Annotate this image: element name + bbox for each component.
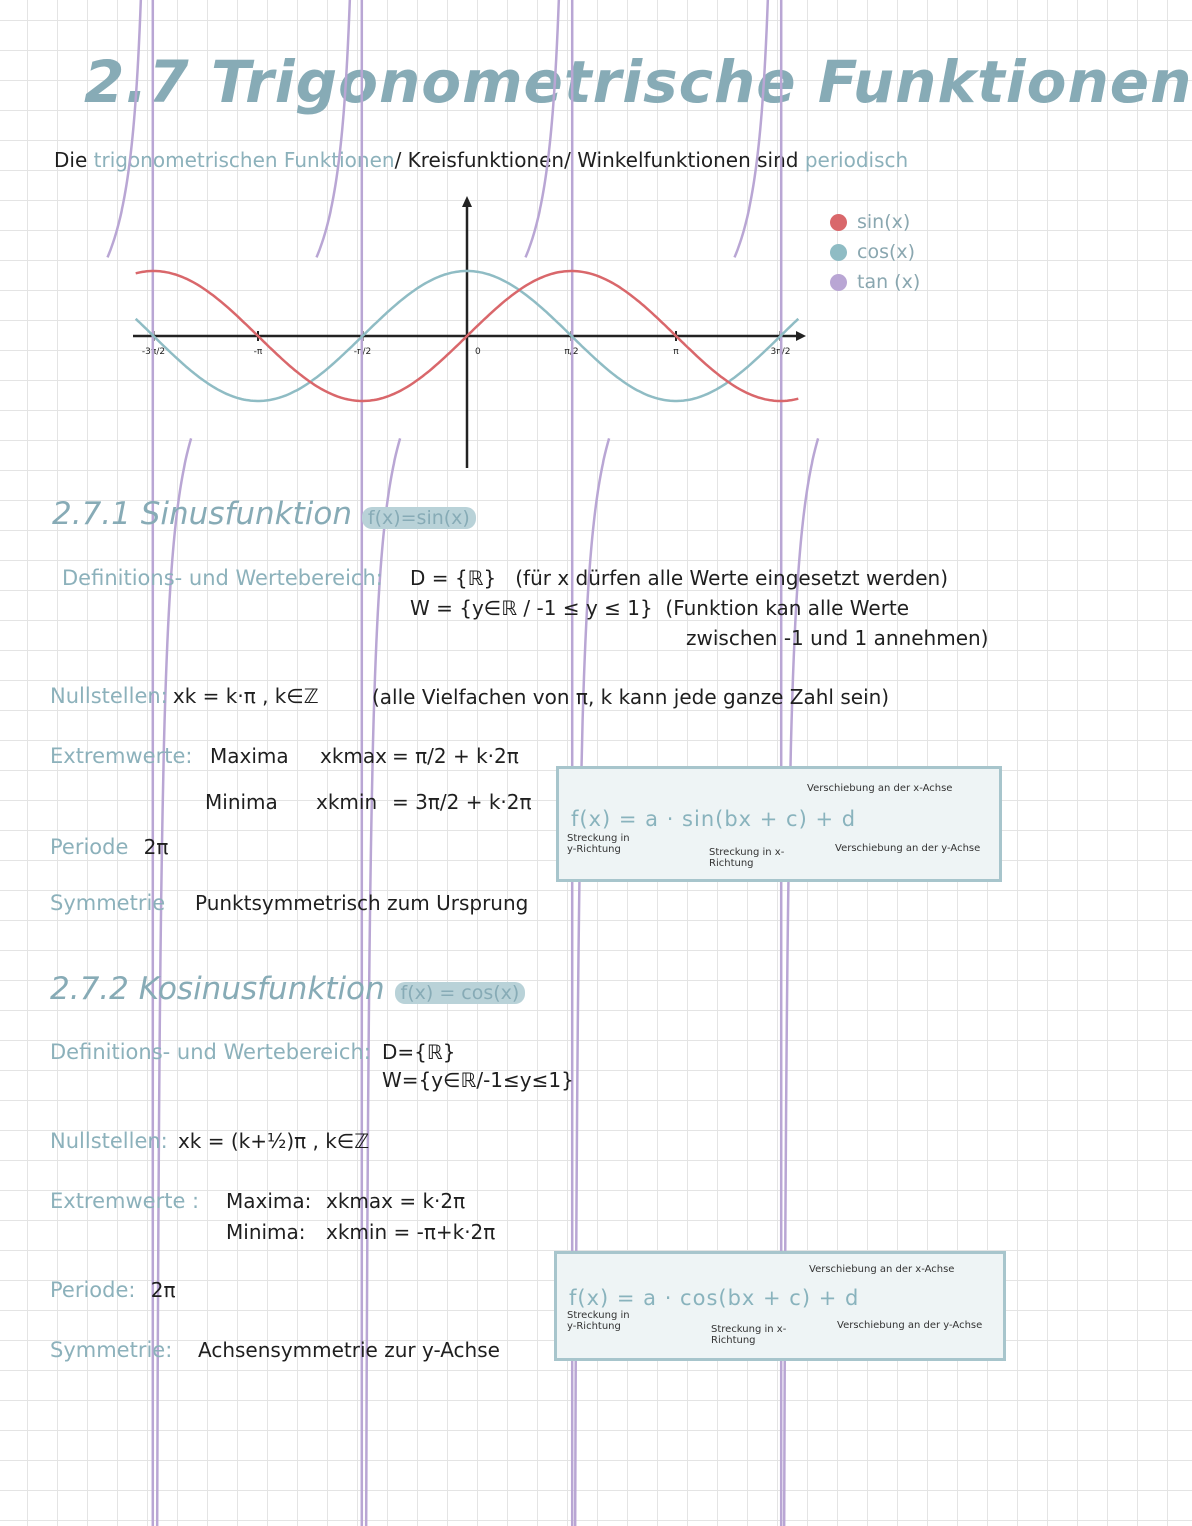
sin-general-form-box [556, 766, 1002, 882]
sin-range [410, 596, 909, 620]
sin-zeros-value: xk = k·π , k∈ℤ [172, 684, 319, 708]
cos-heading-text: 2.7.2 Kosinusfunktion [50, 971, 385, 1007]
intro-part-1: Die [54, 148, 94, 172]
sin-maxima-value: = π/2 + k·2π [392, 744, 519, 768]
legend-tan [830, 267, 920, 297]
cos-symmetry-label: Symmetrie: [50, 1338, 173, 1362]
sin-heading-text: 2.7.1 Sinusfunktion [52, 496, 353, 532]
sin-color-dot [830, 214, 847, 231]
sin-note-d: Verschiebung an der y-Achse [835, 843, 981, 854]
tick-3pi-2-label: 3π/2 [770, 347, 791, 357]
cos-minima-label: Minima: [226, 1220, 306, 1244]
sin-domain-note: (für x dürfen alle Werte eingesetzt werden) [515, 566, 948, 590]
cos-symmetry-value: Achsensymmetrie zur y-Achse [198, 1338, 500, 1362]
sin-note-b: Streckung in x-Richtung [709, 847, 785, 869]
sin-symmetry-label: Symmetrie [50, 891, 166, 915]
sin-maxima-label: Maxima [210, 744, 289, 768]
tick-neg-pi-label: -π [253, 347, 263, 357]
cos-zeros-label: Nullstellen: [50, 1129, 168, 1153]
cos-general-form-box [554, 1251, 1006, 1361]
sin-extrema-label: Extremwerte: [50, 744, 193, 768]
sin-zeros [50, 684, 319, 708]
sin-symmetry-value: Punktsymmetrisch zum Ursprung [195, 891, 529, 915]
legend-cos-label: cos(x) [857, 241, 916, 263]
cos-zeros [50, 1129, 369, 1153]
sin-domain-value: D = {ℝ} [410, 566, 497, 590]
cos-general-formula: f(x) = a · cos(bx + c) + d [569, 1286, 860, 1310]
sin-zeros-note: (alle Vielfachen von π, k kann jede ganze Zahl sein) [372, 685, 890, 709]
sin-period-value: 2π [143, 835, 169, 859]
graph-legend [830, 207, 920, 297]
cos-def-label: Definitions- und Wertebereich: [50, 1040, 371, 1064]
intro-term-trigonometric: trigonometrischen Funktionen [93, 148, 395, 172]
intro-part-3: / Kreisfunktionen/ Winkelfunktionen sind [394, 148, 805, 172]
cos-range: W={y∈ℝ/-1≤y≤1} [382, 1068, 574, 1092]
sin-zeros-label: Nullstellen: [50, 684, 168, 708]
sin-period [50, 835, 168, 859]
tick-pi-label: π [673, 347, 679, 357]
tan-color-dot [830, 274, 847, 291]
cos-maxima-label: Maxima: [226, 1189, 312, 1213]
sin-formula-highlight: f(x)=sin(x) [362, 507, 476, 529]
cos-maxima-value: xkmax = k·2π [326, 1189, 466, 1213]
sin-note-c: Verschiebung an der x-Achse [807, 783, 953, 794]
sin-note-a: Streckung in y-Richtung [567, 833, 630, 855]
legend-sin-label: sin(x) [857, 211, 911, 233]
sin-minima-var: xkmin [316, 790, 378, 814]
x-axis-arrow [796, 331, 806, 341]
y-axis-arrow [462, 196, 472, 207]
legend-tan-label: tan (x) [857, 271, 921, 293]
page-title: 2.7 Trigonometrische Funktionen [84, 48, 1192, 116]
legend-cos [830, 237, 920, 267]
cos-formula-highlight: f(x) = cos(x) [395, 982, 526, 1004]
cos-heading [50, 971, 525, 1007]
tick-zero-label: 0 [475, 347, 481, 357]
cos-note-c: Verschiebung an der x-Achse [809, 1264, 955, 1275]
sin-minima-value: = 3π/2 + k·2π [392, 790, 532, 814]
sin-domain [410, 566, 948, 590]
sin-range-note-2: zwischen -1 und 1 annehmen) [686, 626, 989, 650]
sin-range-note-1: (Funktion kan alle Werte [665, 596, 910, 620]
cos-note-b: Streckung in x-Richtung [711, 1324, 787, 1346]
cos-domain: D={ℝ} [382, 1040, 456, 1064]
cos-note-a: Streckung in y-Richtung [567, 1310, 630, 1332]
cos-period-label: Periode: [50, 1278, 136, 1302]
sin-maxima-var: xkmax [320, 744, 387, 768]
sin-period-label: Periode [50, 835, 129, 859]
cos-zeros-value: xk = (k+½)π , k∈ℤ [177, 1129, 370, 1153]
cos-minima-value: xkmin = -π+k·2π [326, 1220, 496, 1244]
tick-pi-2-label: π/2 [564, 347, 579, 357]
cos-color-dot [830, 244, 847, 261]
sin-def-label: Definitions- und Wertebereich: [62, 566, 383, 590]
cos-extrema-label: Extremwerte : [50, 1189, 200, 1213]
sin-heading [52, 496, 476, 532]
intro-term-periodic: periodisch [804, 148, 909, 172]
cos-note-d: Verschiebung an der y-Achse [837, 1320, 983, 1331]
sin-range-value: W = {y∈ℝ / -1 ≤ y ≤ 1} [410, 596, 653, 620]
cos-period [50, 1278, 176, 1302]
legend-sin [830, 207, 920, 237]
tick-neg-3pi-2-label: -3π/2 [141, 347, 166, 357]
sin-general-formula: f(x) = a · sin(bx + c) + d [571, 807, 857, 831]
cos-period-value: 2π [150, 1278, 176, 1302]
sin-minima-label: Minima [205, 790, 278, 814]
tick-neg-pi-2-label: -π/2 [353, 347, 372, 357]
